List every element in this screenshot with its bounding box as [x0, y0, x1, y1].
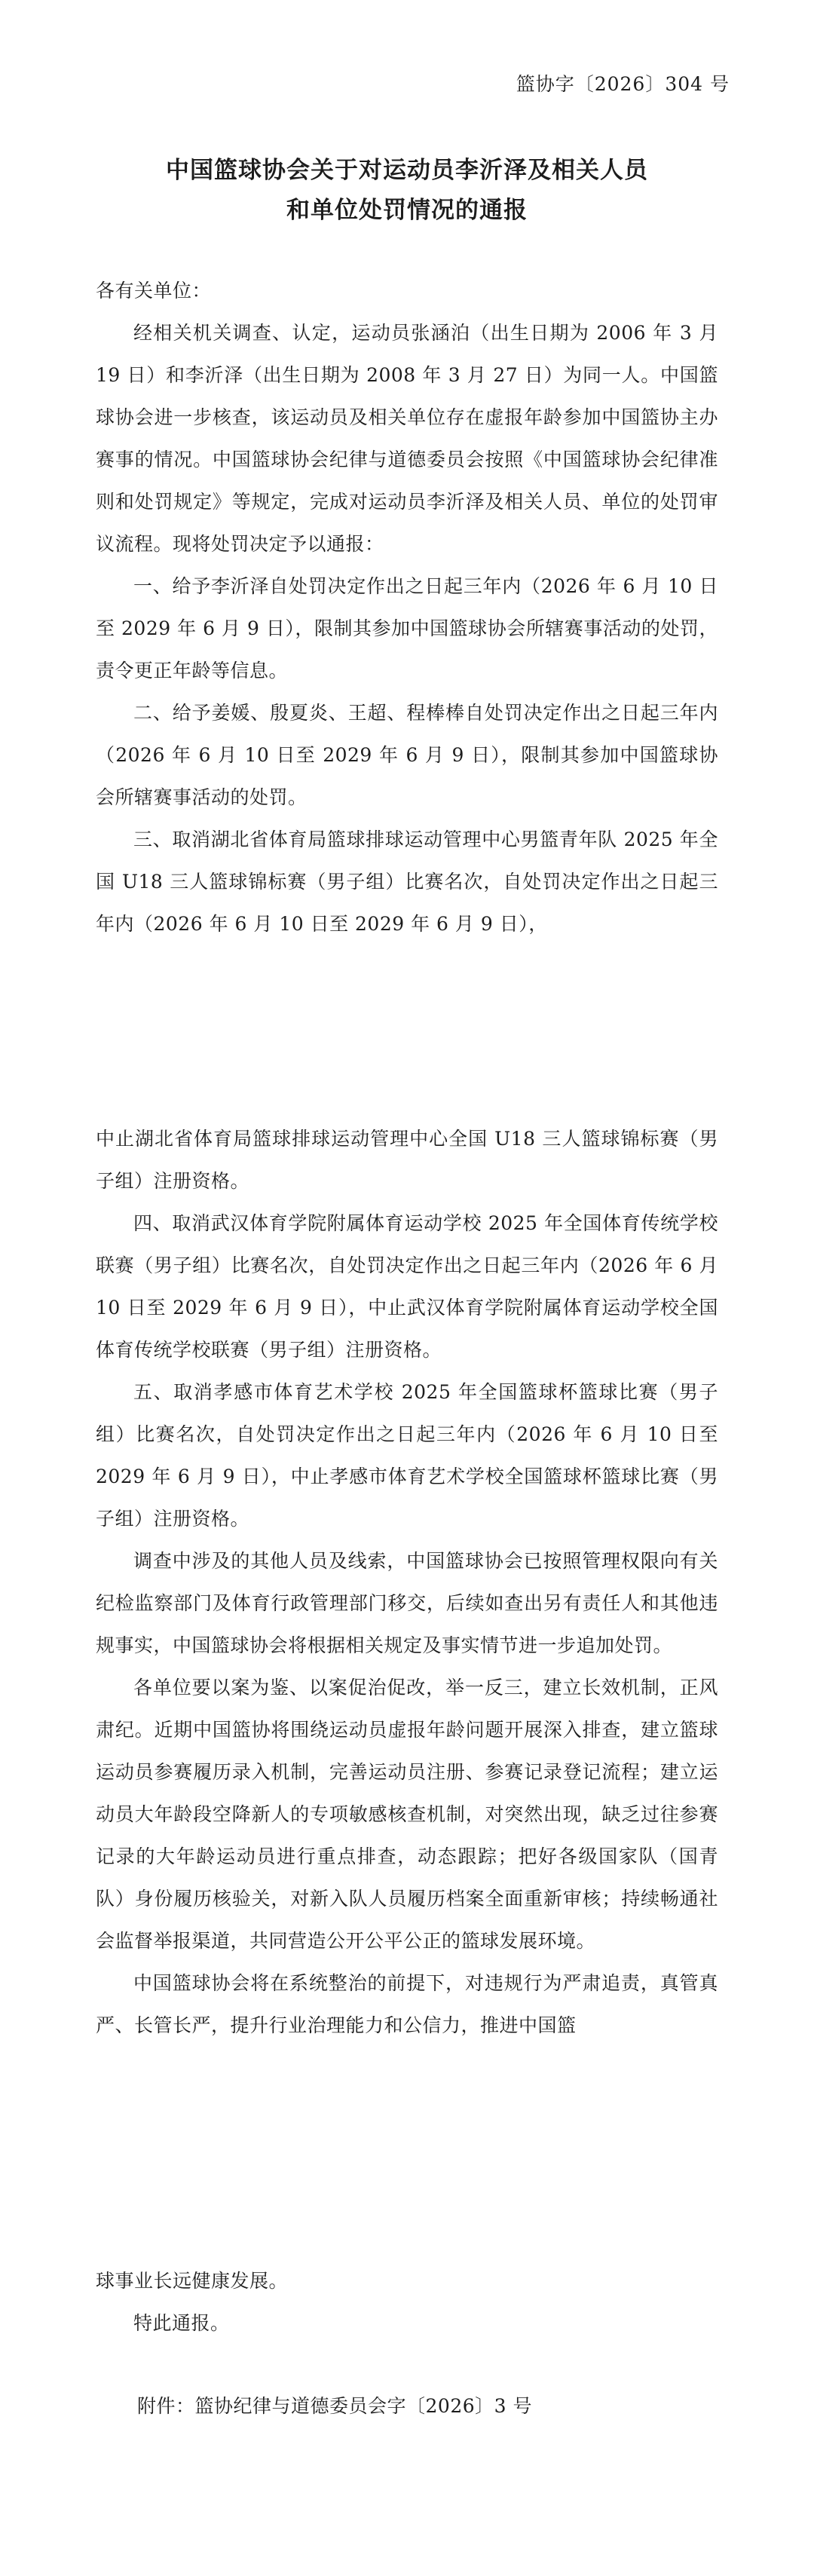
- penalty-item-5: 五、取消孝感市体育艺术学校 2025 年全国篮球杯篮球比赛（男子组）比赛名次，自处罚决定作出之日起三年内（2026 年 6 月 10 日至 2029 年 6 月 9 日），中止孝感市体育艺术学校全国篮球杯篮球比赛（男子组）注册资格。: [96, 1381, 718, 1530]
- penalty-item-3-start: 三、取消湖北省体育局篮球排球运动管理中心男篮青年队 2025 年全国 U18 三人篮球锦标赛（男子组）比赛名次，自处罚决定作出之日起三年内（2026 年 6 月 10 日至 2029 年 6 月 9 日），: [96, 829, 718, 935]
- document-title-line-2: 和单位处罚情况的通报: [286, 197, 528, 224]
- body-section-3: [96, 2260, 718, 2345]
- document-title-line-1: 中国篮球协会关于对运动员李沂泽及相关人员: [166, 157, 648, 184]
- salutation: 各有关单位：: [96, 280, 212, 302]
- penalty-item-4: 四、取消武汉体育学院附属体育运动学校 2025 年全国体育传统学校联赛（男子组）比赛名次，自处罚决定作出之日起三年内（2026 年 6 月 10 日至 2029 年 6 月 9 日），中止武汉体育学院附属体育运动学校全国体育传统学校联赛（男子组）注册资格。: [96, 1212, 718, 1361]
- penalty-item-1: 一、给予李沂泽自处罚决定作出之日起三年内（2026 年 6 月 10 日至 2029 年 6 月 9 日），限制其参加中国篮球协会所辖赛事活动的处罚，责令更正年龄等信息。: [96, 575, 718, 682]
- notice-line: 特此通报。: [133, 2312, 230, 2334]
- intro-paragraph: 经相关机关调查、认定，运动员张涵泊（出生日期为 2006 年 3 月 19 日）和李沂泽（出生日期为 2008 年 3 月 27 日）为同一人。中国篮球协会进一步核查，该运动员及相关单位存在虚报年龄参加中国篮协主办赛事的情况。中国篮球协会纪律与道德委员会按照《中国篮球协会纪律准则和处罚规定》等规定，完成对运动员李沂泽及相关人员、单位的处罚审议流程。现将处罚决定予以通报：: [96, 322, 718, 555]
- warning-paragraph: 各单位要以案为鉴、以案促治促改，举一反三，建立长效机制，正风肃纪。近期中国篮协将围绕运动员虚报年龄问题开展深入排查，建立篮球运动员参赛履历录入机制，完善运动员注册、参赛记录登记流程；建立运动员大年龄段空降新人的专项敏感核查机制，对突然出现，缺乏过往参赛记录的大年龄运动员进行重点排查，动态跟踪；把好各级国家队（国青队）身份履历核验关，对新入队人员履历档案全面重新审核；持续畅通社会监督举报渠道，共同营造公开公平公正的篮球发展环境。: [96, 1677, 718, 1952]
- body-section-2: [96, 1118, 718, 2047]
- penalty-item-2: 二、给予姜媛、殷夏炎、王超、程棒棒自处罚决定作出之日起三年内（2026 年 6 月 10 日至 2029 年 6 月 9 日），限制其参加中国篮球协会所辖赛事活动的处罚。: [96, 702, 718, 808]
- investigation-paragraph: 调查中涉及的其他人员及线索，中国篮球协会已按照管理权限向有关纪检监察部门及体育行政管理部门移交，后续如查出另有责任人和其他违规事实，中国篮球协会将根据相关规定及事实情节进一步追加处罚。: [96, 1550, 718, 1656]
- body-section-1: [96, 270, 718, 945]
- document-number: 篮协字〔2026〕304 号: [516, 73, 730, 95]
- closing-paragraph-end: 球事业长远健康发展。: [96, 2270, 289, 2292]
- penalty-item-3-end: 中止湖北省体育局篮球排球运动管理中心全国 U18 三人篮球锦标赛（男子组）注册资格。: [96, 1128, 718, 1192]
- closing-paragraph-start: 中国篮球协会将在系统整治的前提下，对违规行为严肃追责，真管真严、长管长严，提升行业治理能力和公信力，推进中国篮: [96, 1972, 718, 2036]
- attachment-line: 附件：篮协纪律与道德委员会字〔2026〕3 号: [137, 2395, 532, 2417]
